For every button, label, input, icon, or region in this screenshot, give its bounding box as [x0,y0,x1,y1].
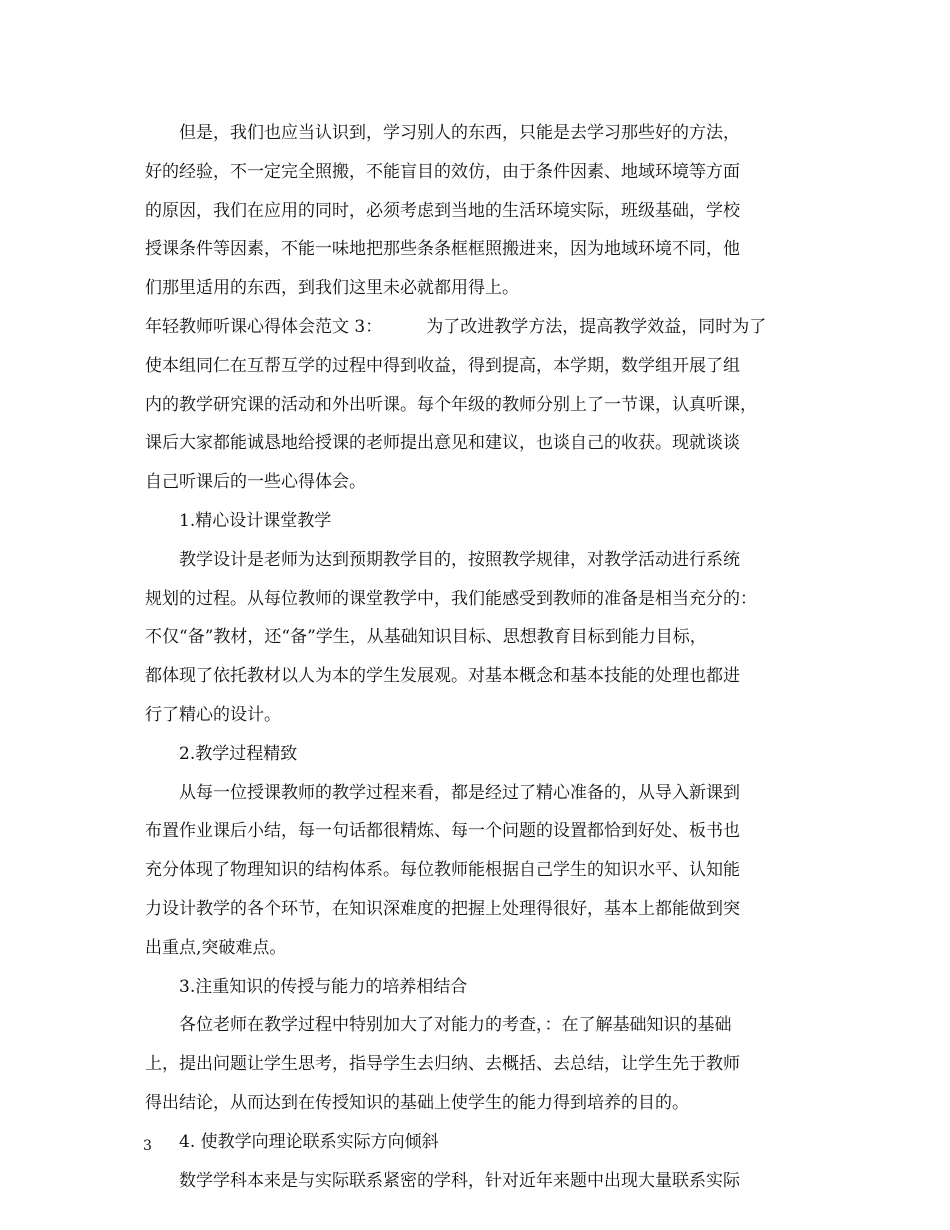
document-body [145,114,825,1200]
paragraph-line: 数学学科本来是与实际联系紧密的学科，针对近年来题中出现大量联系实际 [179,1170,740,1191]
paragraph-line: 布置作业课后小结，每一句话都很精炼、每一个问题的设置都恰到好处、板书也 [145,821,740,842]
paragraph-line: 规划的过程。从每位教师的课堂教学中，我们能感受到教师的准备是相当充分的： [145,588,757,609]
paragraph-line: 们那里适用的东西，到我们这里未必就都用得上。 [145,278,519,299]
paragraph-line: 内的教学研究课的活动和外出听课。每个年级的教师分别上了一节课，认真听课， [145,394,757,415]
paragraph-line: 力设计教学的各个环节，在知识深难度的把握上处理得很好，基本上都能做到突 [145,898,740,919]
subheading-1: 1.精心设计课堂教学 [179,510,332,531]
paragraph-line: 上，提出问题让学生思考，指导学生去归纳、去概括、去总结，让学生先于教师 [145,1054,740,1075]
paragraph-line: 课后大家都能诚恳地给授课的老师提出意见和建议，也谈自己的收获。现就谈谈 [145,433,740,454]
page-number: 3 [143,1138,152,1154]
paragraph-line: 好的经验，不一定完全照搬，不能盲目的效仿，由于条件因素、地域环境等方面 [145,161,740,182]
paragraph-line: 得出结论，从而达到在传授知识的基础上使学生的能力得到培养的目的。 [145,1092,689,1113]
paragraph-text: 为了改进教学方法，提高教学效益，同时为了 [426,316,767,337]
section-heading-line [145,308,825,347]
subheading-3: 3.注重知识的传授与能力的培养相结合 [179,976,468,997]
paragraph-line: 各位老师在教学过程中特别加大了对能力的考查，：在了解基础知识的基础 [179,1015,732,1036]
paragraph-line: 都体现了依托教材以人为本的学生发展观。对基本概念和基本技能的处理也都进 [145,666,740,687]
subheading-2: 2.教学过程精致 [179,743,298,764]
paragraph-line: 从每一位授课教师的教学过程来看，都是经过了精心准备的，从导入新课到 [179,782,740,803]
paragraph-line: 自己听课后的一些心得体会。 [145,472,366,493]
paragraph-line: 不仅“备”教材，还“备”学生，从基础知识目标、思想教育目标到能力目标， [145,627,707,648]
subheading-4: 4. 使教学向理论联系实际方向倾斜 [179,1131,439,1152]
paragraph-line: 但是，我们也应当认识到，学习别人的东西，只能是去学习那些好的方法， [179,123,740,143]
paragraph-line: 充分体现了物理知识的结构体系。每位教师能根据自己学生的知识水平、认知能 [145,860,740,881]
paragraph-line: 行了精心的设计。 [145,704,281,725]
section-title: 年轻教师听课心得体会范文 3： [145,316,383,337]
paragraph-line: 教学设计是老师为达到预期教学目的，按照教学规律，对教学活动进行系统 [179,549,740,570]
paragraph-line: 出重点,突破难点。 [145,937,287,958]
paragraph-line: 授课条件等因素，不能一味地把那些条条框框照搬进来，因为地域环境不同，他 [145,239,740,260]
paragraph-line: 使本组同仁在互帮互学的过程中得到收益，得到提高，本学期，数学组开展了组 [145,355,740,376]
paragraph-line: 的原因，我们在应用的同时，必须考虑到当地的生活环境实际，班级基础，学校 [145,200,740,221]
